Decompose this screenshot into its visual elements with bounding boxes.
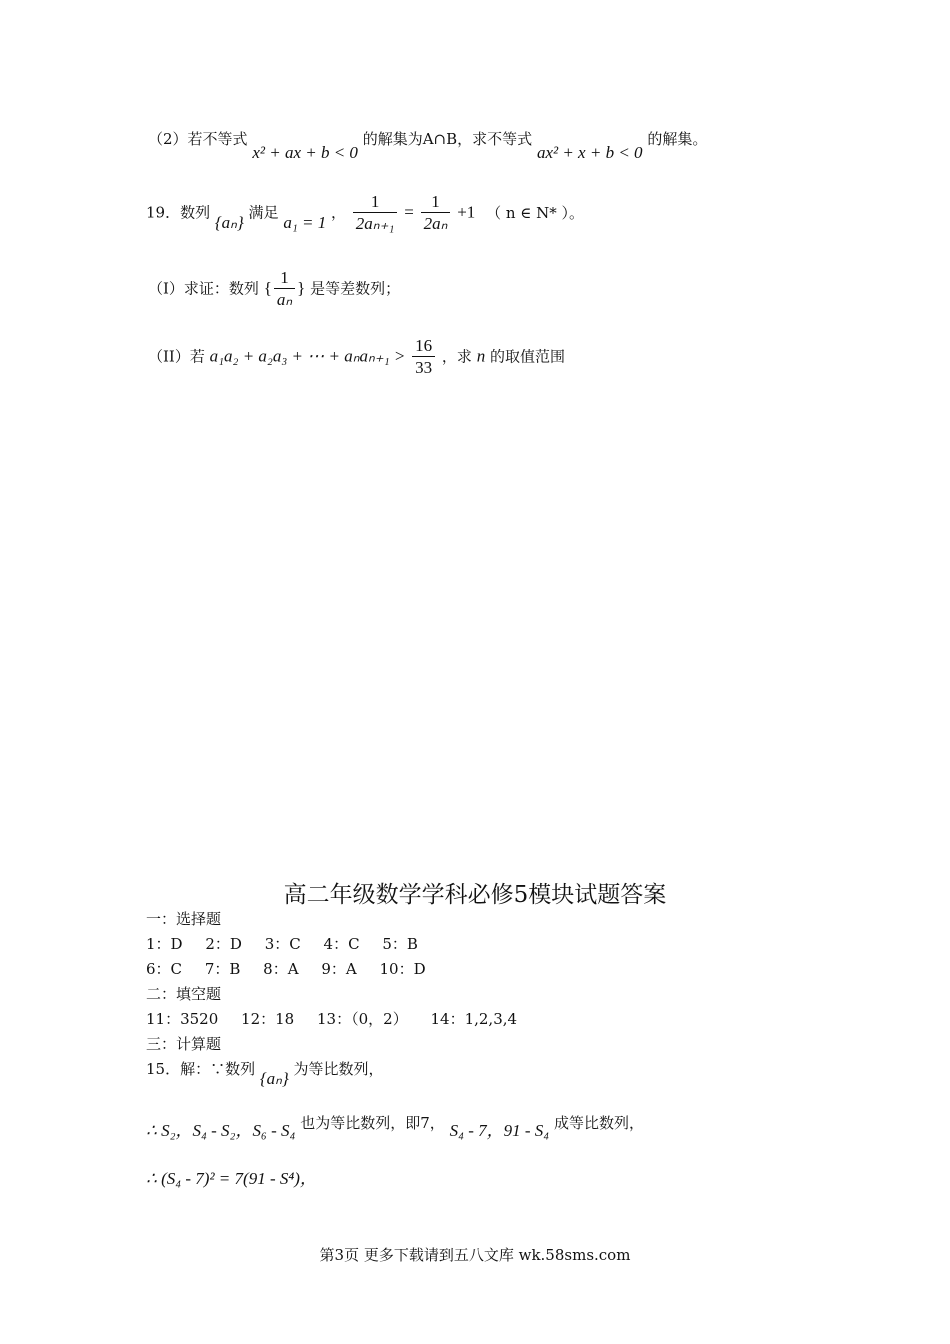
q18-suffix: 的解集。: [647, 130, 708, 148]
q19-rhs-numerator: 1: [421, 192, 451, 213]
q19-part1-brace-open: {: [263, 278, 272, 298]
answers-section-calc: 三：计算题: [146, 1035, 222, 1053]
q19-part1-fraction: [274, 268, 295, 311]
q19-part1-denominator: aₙ: [276, 290, 293, 309]
choice-answer: 3：C: [264, 935, 301, 953]
q15-prefix: 15．解：∵数列: [146, 1060, 256, 1078]
q15-solution-line-2: [146, 1108, 645, 1140]
q19-part2-end: 的取值范围: [490, 347, 566, 366]
q19-eq-tail: +1: [457, 202, 476, 222]
choice-answer: 6：C: [146, 960, 183, 978]
fill-answers-row: [146, 1008, 535, 1029]
q19-part1: [148, 268, 400, 311]
q19-part2-fraction: [412, 336, 435, 379]
q19-part2-denominator: 33: [415, 358, 433, 377]
q19-satisfy: 满足: [248, 203, 279, 222]
q15-line2-expr-a: ∴ S₂，S₄ - S₂，S₆ - S₄: [146, 1121, 296, 1140]
q15-suffix: 为等比数列，: [293, 1060, 384, 1078]
choices-row-2: [146, 958, 444, 979]
q19-part2-numerator: 16: [412, 336, 435, 357]
choices-row-1: [146, 933, 436, 954]
q19-prefix: 19．数列: [146, 203, 211, 222]
page-footer: 第3页 更多下载请到五八文库 wk.58sms.com: [319, 1246, 631, 1264]
q19-part2-suffix: ，求: [441, 347, 472, 366]
answers-section-choice: 一：选择题: [146, 910, 222, 928]
q19-domain: （ n ∈ N* ）。: [486, 203, 585, 222]
q19-part2-prefix: （II）若: [148, 347, 205, 366]
choice-answer: 5：B: [382, 935, 418, 953]
q15-solution-line-3: ∴ (S₄ - 7)² = 7(91 - S⁴)，: [146, 1169, 317, 1188]
q19-lhs-denominator: 2aₙ₊₁: [355, 214, 395, 233]
q18-inequality-1: x² + ax + b < 0: [252, 143, 358, 162]
answers-section-fill: 二：填空题: [146, 985, 222, 1003]
q19-part1-brace-close: }: [297, 278, 306, 298]
q18-part2-line: [148, 128, 708, 162]
q19-lhs-fraction: [353, 192, 398, 235]
q18-prefix: （2）若不等式: [148, 130, 248, 148]
q19-part2-var: n: [476, 346, 486, 366]
q15-solution-line-1: [146, 1058, 384, 1088]
fill-answer: 12：18: [241, 1010, 295, 1028]
q15-line2-text-b: 也为等比数列，即7，: [300, 1114, 445, 1132]
q19-equals: =: [404, 202, 414, 222]
q19-part2-expression: a₁a₂ + a₂a₃ + ⋯ + aₙaₙ₊₁ >: [209, 346, 406, 366]
q19-lhs-numerator: 1: [353, 192, 398, 213]
fill-answer: 13：（0，2）: [317, 1010, 408, 1028]
choice-answer: 1：D: [146, 935, 183, 953]
q19-part1-suffix: 是等差数列；: [310, 279, 401, 298]
q19-part2: [148, 336, 565, 379]
choice-answer: 8：A: [263, 960, 299, 978]
q19-rhs-fraction: [421, 192, 451, 235]
q19-sep: ，: [331, 203, 347, 222]
q18-inequality-2: ax² + x + b < 0: [536, 143, 643, 162]
q18-mid: 的解集为A∩B，求不等式: [362, 130, 533, 148]
q19-rhs-denominator: 2aₙ: [423, 214, 448, 233]
q19-part1-numerator: 1: [274, 268, 295, 289]
fill-answer: 11：3520: [146, 1010, 219, 1028]
q19-statement: [146, 192, 584, 235]
q15-line2-text-d: 成等比数列，: [554, 1114, 645, 1132]
q19-sequence: {aₙ}: [214, 212, 244, 232]
q15-sequence: {aₙ}: [259, 1069, 289, 1088]
answers-title: 高二年级数学学科必修5模块试题答案: [283, 882, 667, 908]
choice-answer: 7：B: [204, 960, 241, 978]
choice-answer: 4：C: [323, 935, 360, 953]
fill-answer: 14：1,2,3,4: [430, 1010, 518, 1028]
q19-part1-prefix: （I）求证：数列: [148, 279, 259, 298]
q15-line2-expr-c: S₄ - 7，91 - S₄: [449, 1121, 550, 1140]
q19-initial-term: a₁ = 1: [283, 212, 327, 232]
choice-answer: 9：A: [321, 960, 357, 978]
choice-answer: 2：D: [205, 935, 242, 953]
choice-answer: 10：D: [379, 960, 426, 978]
